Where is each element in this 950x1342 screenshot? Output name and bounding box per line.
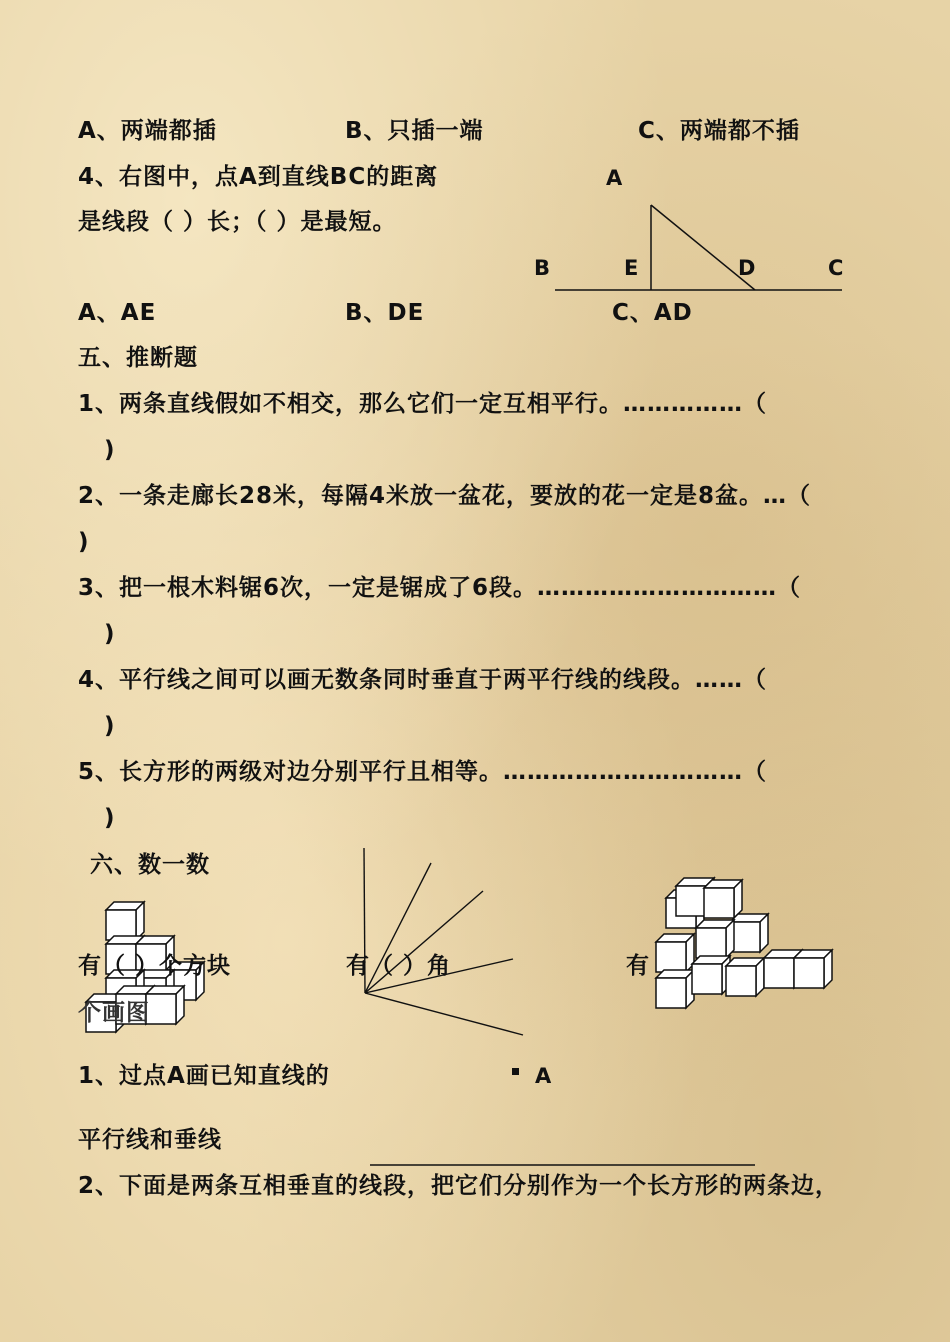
q4-option-a: A、AE <box>78 300 157 326</box>
given-line <box>370 1160 760 1170</box>
draw-question-1-line1: 1、过点A画已知直线的 <box>78 1063 330 1089</box>
judge-item-3: 3、把一根木料锯6次，一定是锯成了6段。…………………………（ <box>78 575 802 601</box>
option-b: B、只插一端 <box>345 118 484 144</box>
draw-question-1-line2: 平行线和垂线 <box>78 1127 222 1153</box>
point-a-dot <box>512 1068 519 1075</box>
judge-item-1-close: ) <box>104 437 116 463</box>
point-a-label: A <box>535 1064 552 1088</box>
judge-item-3-close: ) <box>104 621 116 647</box>
q4-option-c: C、AD <box>612 300 693 326</box>
judge-item-2-close: ) <box>78 529 90 555</box>
count-blocks-1: 有（ ）个方块 <box>78 953 232 979</box>
point-label-c: C <box>828 256 844 280</box>
q4-option-b: B、DE <box>345 300 425 326</box>
judge-item-1: 1、两条直线假如不相交，那么它们一定互相平行。……………（ <box>78 391 768 417</box>
judge-item-5: 5、长方形的两级对边分别平行且相等。…………………………（ <box>78 759 768 785</box>
question-4-line2: 是线段（ ）长；（ ）是最短。 <box>78 209 397 235</box>
point-label-e: E <box>624 256 639 280</box>
section-7-heading: 个画图 <box>78 1000 150 1026</box>
judge-item-4-close: ) <box>104 713 116 739</box>
cube-stack-2 <box>652 876 842 1016</box>
judge-item-4: 4、平行线之间可以画无数条同时垂直于两平行线的线段。……（ <box>78 667 768 693</box>
point-label-b: B <box>534 256 551 280</box>
count-angles: 有（ ）角 <box>346 953 452 979</box>
section-6-title: 六、数一数 <box>90 852 210 878</box>
question-4-line1: 4、右图中，点A到直线BC的距离 <box>78 164 439 190</box>
point-label-d: D <box>738 256 756 280</box>
triangle-figure <box>550 200 850 300</box>
segment-ad <box>651 205 755 290</box>
count-blocks-2: 有 <box>626 953 650 979</box>
angle-rays-figure <box>355 845 530 1045</box>
option-a: A、两端都插 <box>78 118 217 144</box>
option-c: C、两端都不插 <box>638 118 800 144</box>
section-5-title: 五、推断题 <box>78 345 198 371</box>
judge-item-5-close: ) <box>104 805 116 831</box>
point-label-a: A <box>606 166 623 190</box>
judge-item-2: 2、一条走廊长28米，每隔4米放一盆花，要放的花一定是8盆。…（ <box>78 483 812 509</box>
draw-question-2: 2、下面是两条互相垂直的线段，把它们分别作为一个长方形的两条边， <box>78 1173 840 1199</box>
